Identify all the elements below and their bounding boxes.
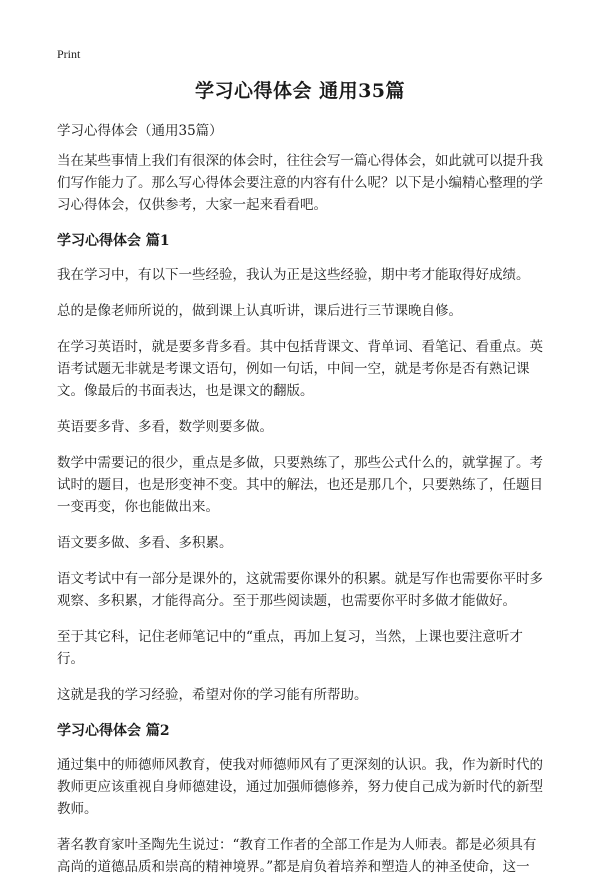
- paragraph: 数学中需要记的很少，重点是多做，只要熟练了，那些公式什么的，就掌握了。考试时的题目，也是形变神不变。其中的解法，也还是那几个，只要熟练了，任题目一变再变，你也能做出来。: [57, 455, 543, 515]
- paragraph: 英语要多背、多看，数学则要多做。: [57, 419, 273, 435]
- section-heading: 学习心得体会 篇2: [57, 723, 170, 739]
- paragraph: 总的是像老师所说的，做到课上认真听讲，课后进行三节课晚自修。: [57, 303, 462, 319]
- paragraph: 通过集中的师德师风教育，使我对师德师风有了更深刻的认识。我，作为新时代的教师更应该重视自身师德建设，通过加强师德修养，努力使自己成为新时代的新型教师。: [57, 757, 543, 817]
- paragraph: 至于其它科，记住老师笔记中的“重点，再加上复习，当然，上课也要注意听才行。: [57, 629, 523, 667]
- intro-paragraph: 当在某些事情上我们有很深的体会时，往往会写一篇心得体会，如此就可以提升我们写作能力了。那么写心得体会要注意的内容有什么呢？以下是小编精心整理的学习心得体会，仅供参考，大家一起来看看吧。: [57, 153, 543, 213]
- article-subtitle: 学习心得体会（通用35篇）: [57, 123, 223, 139]
- paragraph: 我在学习中，有以下一些经验，我认为正是这些经验，期中考才能取得好成绩。: [57, 267, 530, 283]
- paragraph: 著名教育家叶圣陶先生说过：“教育工作者的全部工作是为人师表。都是必须具有高尚的道德品质和崇高的精神境界。”都是肩负着培养和塑造人的神圣使命，这一: [57, 837, 537, 875]
- paragraph: 语文考试中有一部分是课外的，这就需要你课外的积累。就是写作也需要你平时多观察、多积累，才能得高分。至于那些阅读题，也需要你平时多做才能做好。: [57, 571, 543, 609]
- section-heading: 学习心得体会 篇1: [57, 233, 170, 249]
- article-body: [57, 120, 547, 892]
- paragraph: 语文要多做、多看、多积累。: [57, 535, 233, 551]
- print-link[interactable]: Print: [57, 47, 81, 61]
- page-title: 学习心得体会 通用35篇: [194, 80, 406, 102]
- paragraph: 这就是我的学习经验，希望对你的学习能有所帮助。: [57, 687, 368, 703]
- paragraph: 在学习英语时，就是要多背多看。其中包括背课文、背单词、看笔记、看重点。英语考试题无非就是考课文语句，例如一句话，中间一空，就是考你是否有熟记课文。像最后的书面表达，也是课文的翻版。: [57, 339, 543, 399]
